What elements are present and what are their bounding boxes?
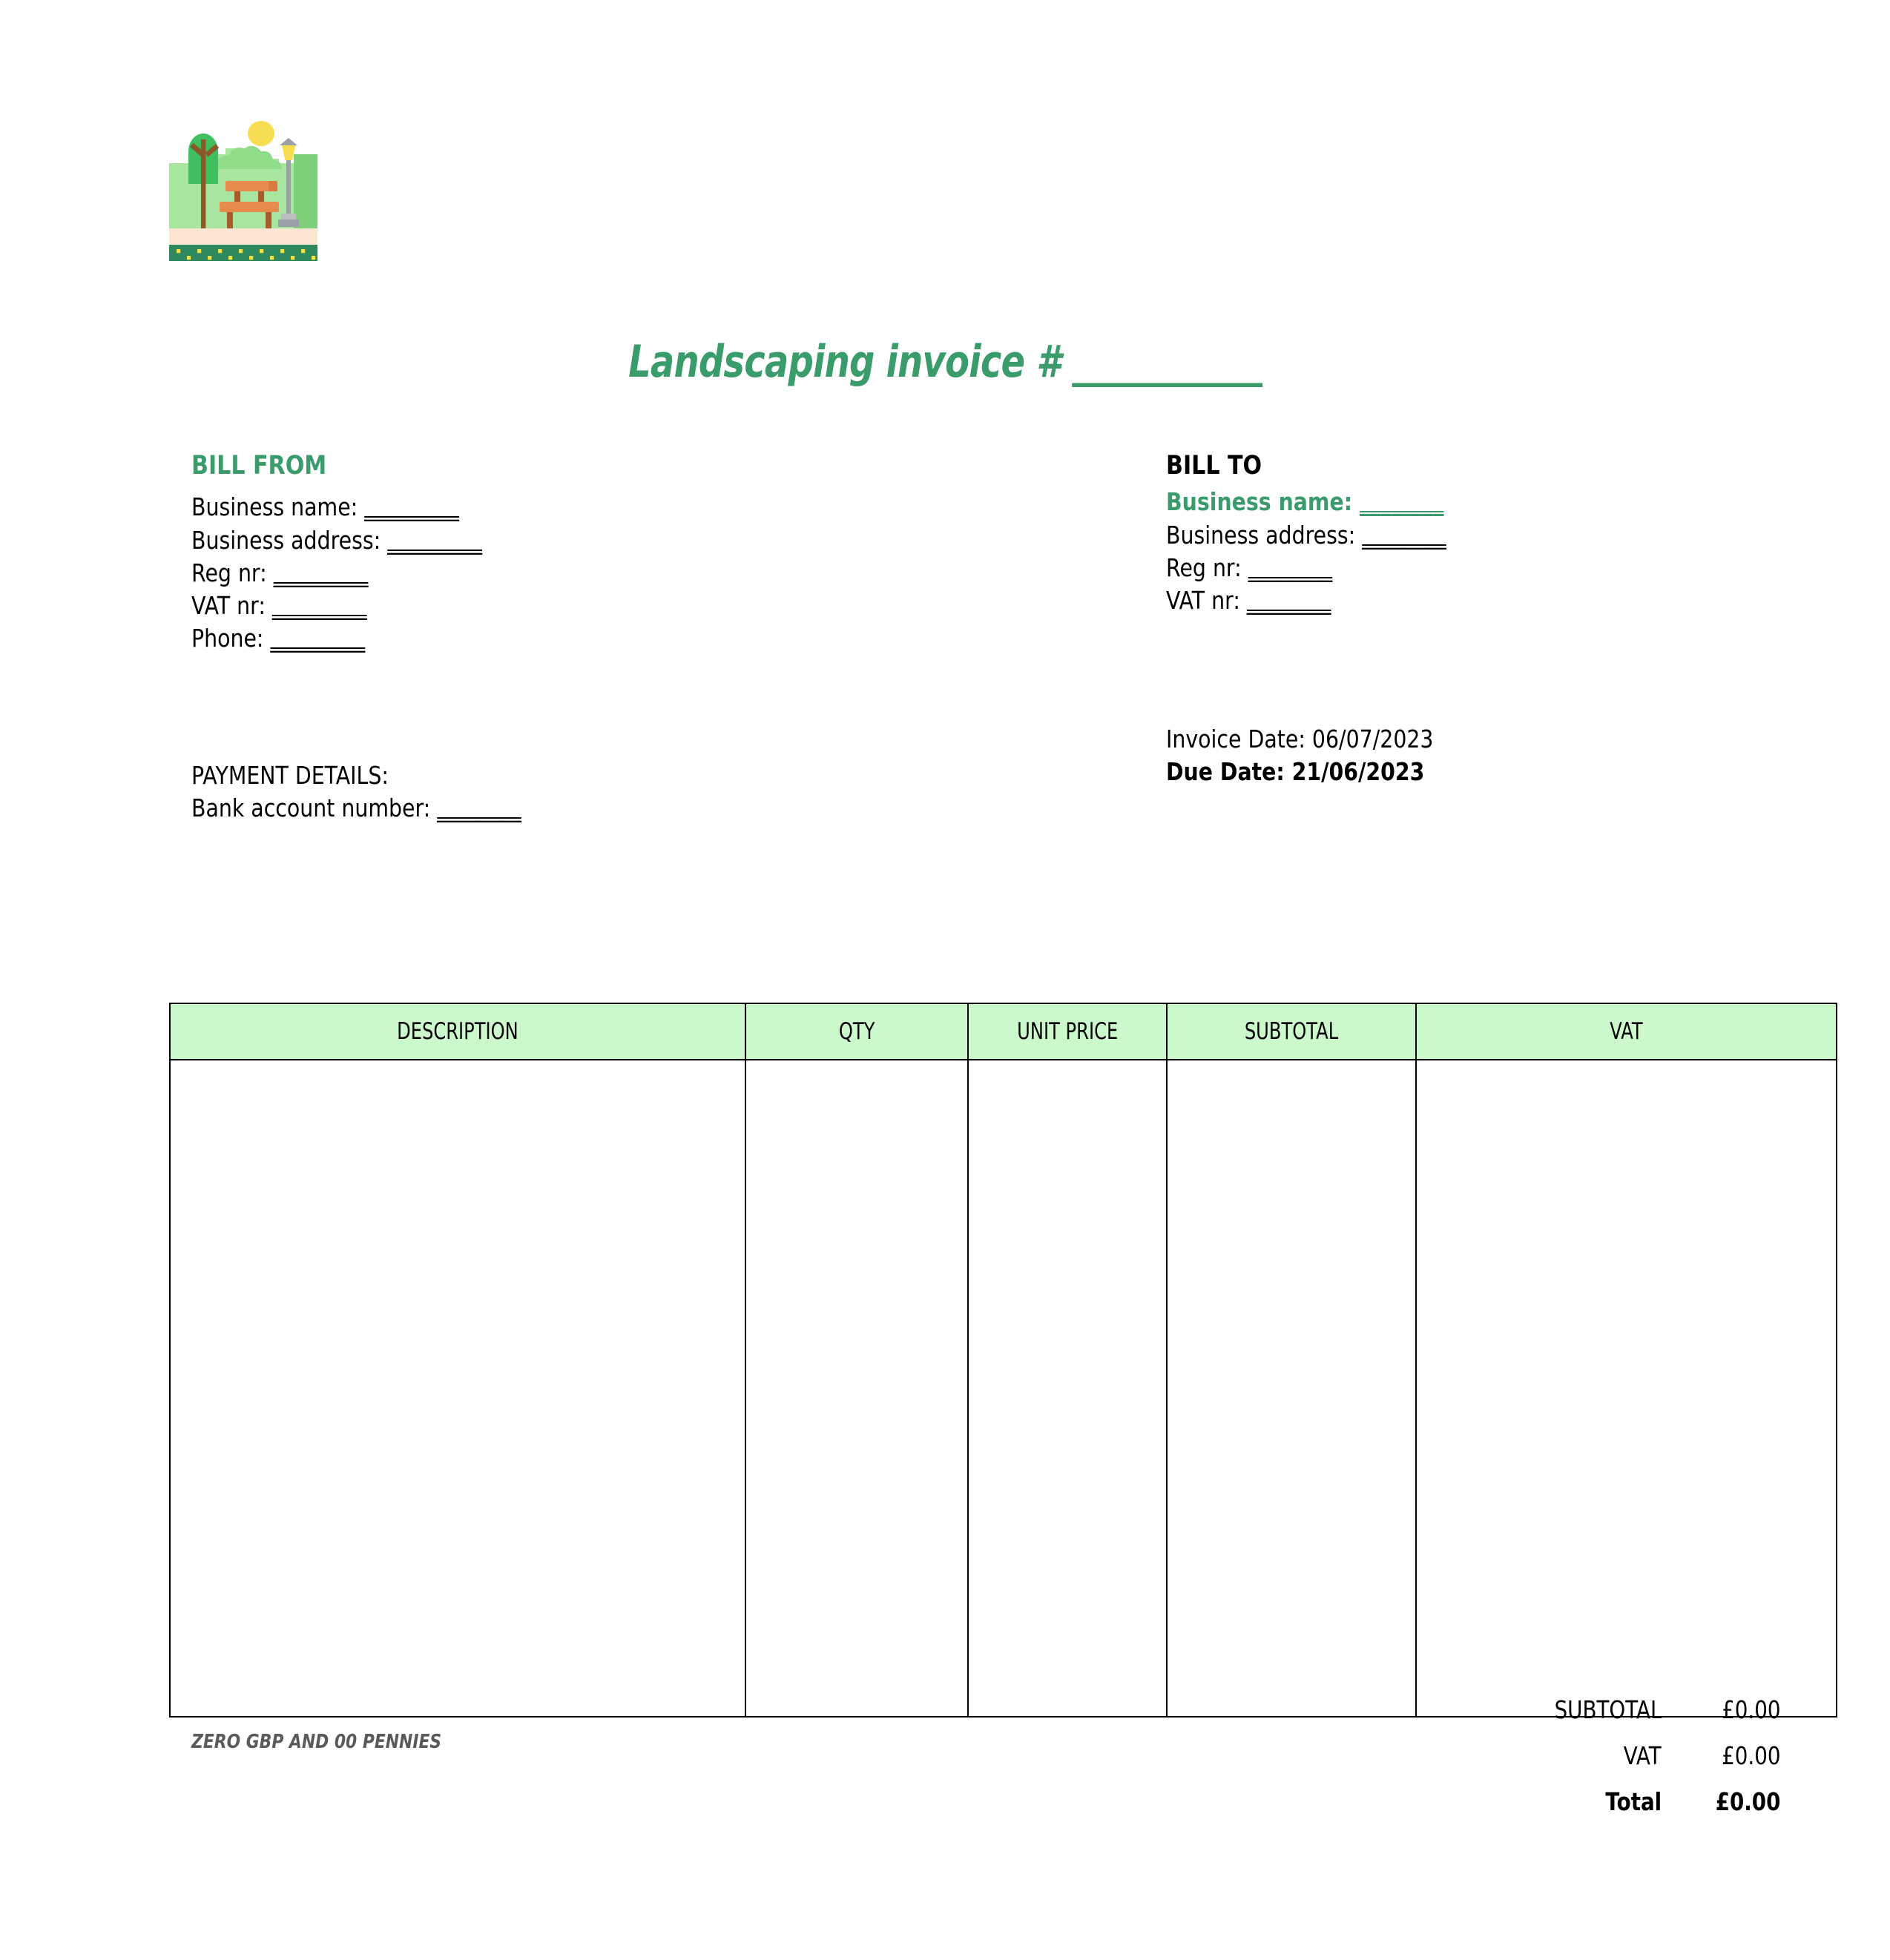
totals-total-value: £0.00 <box>1715 1787 1780 1816</box>
cell-qty[interactable] <box>745 1060 968 1717</box>
bill-to-business-address-label: Business address: <box>1166 520 1356 550</box>
column-header-subtotal <box>1167 1003 1416 1060</box>
totals-vat-value: £0.00 <box>1721 1741 1780 1770</box>
totals-subtotal-value: £0.00 <box>1721 1695 1780 1724</box>
bill-from-business-name-label: Business name: <box>191 492 358 522</box>
column-header-unit-price <box>968 1003 1167 1060</box>
column-header-qty-label: QTY <box>838 1018 875 1045</box>
bill-from-business-name-row <box>191 491 482 524</box>
bill-to-reg-nr-value[interactable]: ________ <box>1248 552 1333 582</box>
invoice-date-row <box>1166 723 1433 756</box>
bill-to-business-name-label: Business name: <box>1166 487 1353 517</box>
cell-unit-price[interactable] <box>968 1060 1167 1717</box>
column-header-description-label: DESCRIPTION <box>397 1018 518 1045</box>
bill-from-phone-label: Phone: <box>191 624 264 653</box>
totals-total-label: Total <box>1605 1787 1662 1816</box>
bill-from-business-name-value[interactable]: _________ <box>364 492 459 522</box>
bill-to-business-address-value[interactable]: ________ <box>1362 520 1446 550</box>
bank-account-label: Bank account number: <box>191 793 431 823</box>
payment-details-heading: PAYMENT DETAILS: <box>191 761 389 790</box>
page-title: Landscaping invoice # ___________ <box>628 336 1262 388</box>
totals-total-row <box>1216 1787 1780 1833</box>
bill-from-block <box>191 451 530 655</box>
column-header-subtotal-label: SUBTOTAL <box>1244 1018 1339 1045</box>
bill-to-business-name-row <box>1166 486 1446 518</box>
amount-in-words: ZERO GBP AND 00 PENNIES <box>191 1731 442 1753</box>
bill-from-business-address-label: Business address: <box>191 525 381 555</box>
bill-to-business-name-value[interactable]: ________ <box>1359 487 1444 517</box>
bill-from-phone-row <box>191 622 482 655</box>
dates-block <box>1166 723 1477 788</box>
column-header-description <box>170 1003 745 1060</box>
table-row <box>170 1060 1837 1717</box>
cell-subtotal[interactable] <box>1167 1060 1416 1717</box>
line-items-table <box>169 1003 1837 1718</box>
table-header-row <box>170 1003 1837 1060</box>
bill-to-block <box>1166 451 1492 617</box>
column-header-unit-price-label: UNIT PRICE <box>1016 1018 1119 1045</box>
invoice-date-label: Invoice Date: <box>1166 725 1305 753</box>
cell-vat[interactable] <box>1416 1060 1837 1717</box>
bill-from-vat-nr-value[interactable]: _________ <box>271 590 367 620</box>
bill-from-vat-nr-label: VAT nr: <box>191 590 266 620</box>
invoice-date-value[interactable]: 06/07/2023 <box>1311 725 1434 753</box>
totals-subtotal-row <box>1216 1695 1780 1741</box>
bill-from-vat-nr-row <box>191 590 482 622</box>
payment-details-block <box>191 759 575 825</box>
column-header-qty <box>745 1003 968 1060</box>
bill-to-vat-nr-row <box>1166 584 1446 617</box>
bill-from-reg-nr-row <box>191 557 482 590</box>
bill-from-reg-nr-value[interactable]: _________ <box>273 558 369 587</box>
due-date-label: Due Date: <box>1166 757 1285 787</box>
bill-from-business-address-value[interactable]: _________ <box>387 525 482 555</box>
bank-account-row <box>191 792 521 825</box>
bill-from-phone-value[interactable]: _________ <box>270 624 366 653</box>
bill-from-business-address-row <box>191 524 482 557</box>
bill-from-heading: BILL FROM <box>191 451 327 481</box>
bill-to-vat-nr-label: VAT nr: <box>1166 585 1240 615</box>
cell-description[interactable] <box>170 1060 745 1717</box>
totals-subtotal-label: SUBTOTAL <box>1554 1695 1662 1724</box>
bill-to-business-address-row <box>1166 519 1446 552</box>
totals-block <box>1216 1695 1780 1833</box>
due-date-row <box>1166 756 1433 788</box>
totals-vat-label: VAT <box>1624 1741 1662 1770</box>
bank-account-value[interactable]: ________ <box>437 793 521 823</box>
column-header-vat-label: VAT <box>1610 1018 1643 1045</box>
bill-to-reg-nr-label: Reg nr: <box>1166 552 1242 582</box>
park-scene-logo <box>166 113 320 261</box>
bill-from-reg-nr-label: Reg nr: <box>191 558 267 587</box>
due-date-value[interactable]: 21/06/2023 <box>1291 757 1425 787</box>
bill-to-heading: BILL TO <box>1166 451 1262 481</box>
totals-vat-row <box>1216 1741 1780 1787</box>
column-header-vat <box>1416 1003 1837 1060</box>
bill-to-vat-nr-value[interactable]: ________ <box>1246 585 1331 615</box>
bill-to-reg-nr-row <box>1166 552 1446 584</box>
